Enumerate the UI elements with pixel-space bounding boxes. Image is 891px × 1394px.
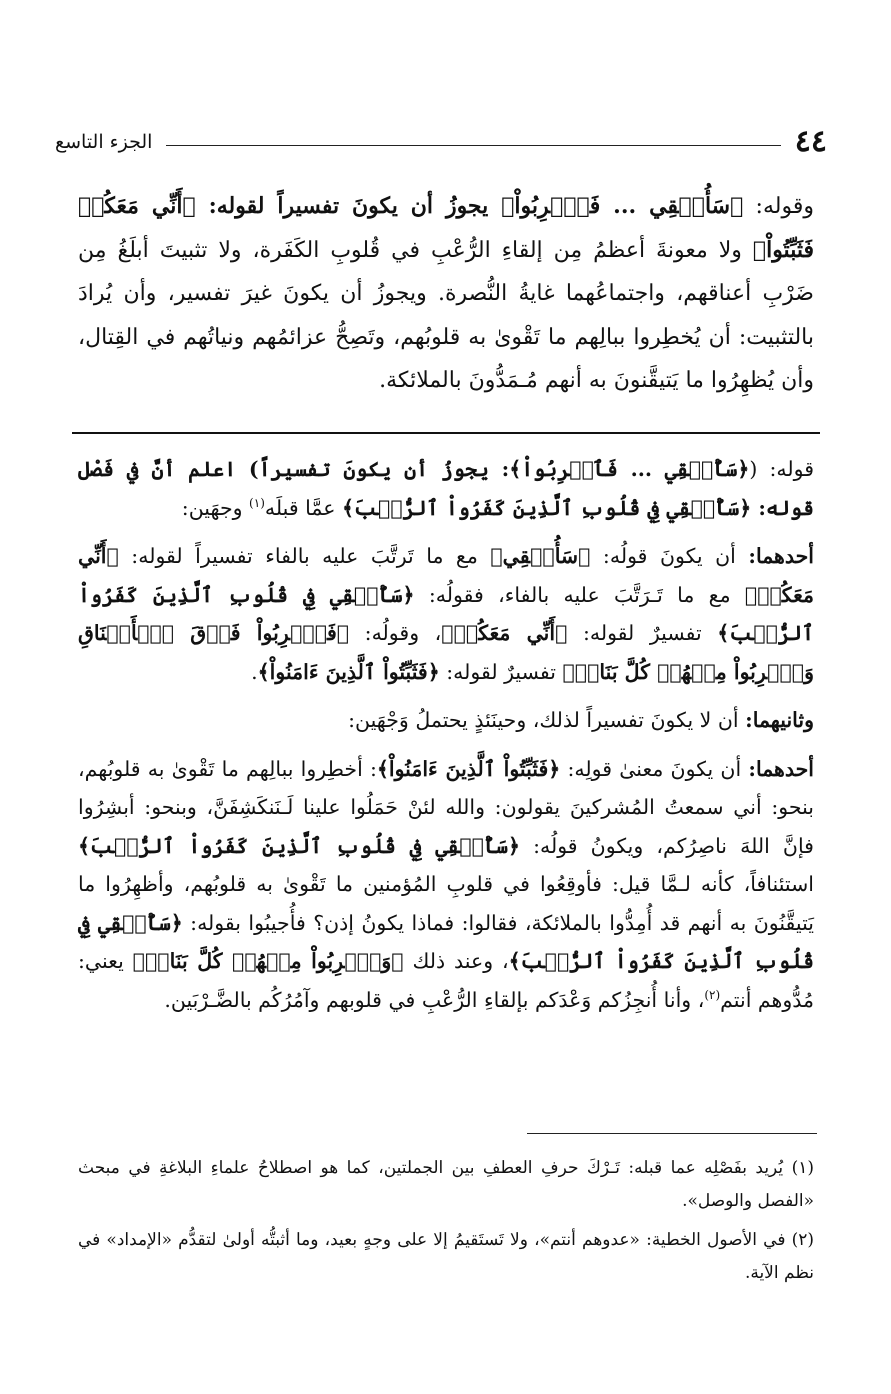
quran-verse: ﴿أَنِّي مَعَكُمۡ﴾: [78, 544, 814, 607]
quran-verse: ﴿فَثَبِّتُواْ ٱلَّذِينَ ءَامَنُواْ﴾: [376, 756, 561, 781]
main-text-run: ولا معونةَ أعظمُ مِن إلقاءِ الرُّعْبِ في قُلوبِ الكَفَرة، ولا تثبيتَ أبلَغُ مِن ضَرْبِ أعناقهم، واجتماعُهما غايةُ النُّصرة. ويجوزُ أن يكونَ غيرَ تفسير، وأن يُرادَ بالتثبيت: أن يُخطِروا ببالِهم ما تَقْوىٰ به قلوبُهم، وتَصِحُّ عزائمُهم ونياتُهم في القِتال، وأن يُظهِرُوا ما يَتيقَّنونَ به أنهم مُـمَدُّونَ بالملائكة.: [78, 237, 814, 393]
commentary-text: أن يكونَ معنىٰ قولِه:: [560, 756, 749, 781]
quran-verse: ﴿فَٱضۡرِبُواْ فَوۡقَ ٱلۡأَعۡنَاقِ وَٱضۡرِبُواْ مِنۡهُمۡ كُلَّ بَنَانٖ﴾: [78, 621, 814, 684]
commentary-text: أن يكونَ قولُه:: [590, 544, 749, 568]
quran-verse: ﴿سَأُلۡقِي ... فَٱضۡرِبُواْ﴾: [509, 457, 750, 481]
footnote-rule: [527, 1133, 817, 1134]
commentary-text: قوله: (: [749, 457, 814, 481]
commentary-text: أن لا يكونَ تفسيراً لذلك، وحينَئذٍ يحتملُ وَجْهَين:: [348, 708, 746, 732]
commentary-text: .: [251, 659, 258, 684]
quran-verse: ﴿سَأُلۡقِي فِي قُلُوبِ ٱلَّذِينَ كَفَرُواْ ٱلرُّعۡبَ﴾: [78, 833, 520, 858]
commentary-text: وجهَين:: [181, 495, 250, 520]
commentary-text: استئنافاً، كأنه لـمَّا قيل: فأوقِعُوا في قلوبِ المُؤمنين ما تَقْوىٰ به قلوبُهم، وأظهِرُوا ما يَتيقَّنُونَ به أنهم قد أُمِدُّوا بالملائكة، فقالوا: فماذا يكونُ إذن؟ فأُجيبُوا بقوله:: [78, 872, 815, 935]
quran-verse: ﴿سَأُلۡقِي ... فَٱضۡرِبُواْ﴾: [501, 193, 744, 219]
quran-verse: ﴿فَثَبِّتُواْ ٱلَّذِينَ ءَامَنُواْ﴾: [257, 659, 440, 684]
part-title: الجزء التاسع: [55, 131, 153, 153]
commentary-text: ، وقولُه:: [349, 621, 442, 645]
quran-verse: ﴿سَأُلۡقِي فِي قُلُوبِ ٱلَّذِينَ كَفَرُواْ ٱلرُّعۡبَ﴾: [78, 910, 815, 973]
paragraph-lead: وثانيهما:: [745, 708, 814, 732]
footnote-2: (٢) في الأصول الخطية: «عدوهم أنتم»، ولا تَستَقيمُ إلا على وجهٍ بعيد، وما أثبتُّه أولىٰ لتقدُّم «الإمداد» في نظم الآية.: [78, 1230, 814, 1283]
footnote-ref: (١): [249, 495, 265, 510]
commentary-text: : يجوزُ أن يكونَ تفسيراً) اعلم أنَّ في فَصْل قوله:: [78, 457, 814, 520]
quran-verse: ﴿سَأُلۡقِي﴾: [490, 544, 591, 568]
quran-verse: ﴿أَنِّي مَعَكُمۡ فَثَبِّتُواْ﴾: [78, 193, 814, 263]
paragraph-lead: أحدهما:: [748, 756, 814, 781]
header-rule: [166, 145, 780, 146]
commentary-text: مع ما تَـرَتَّبَ عليه بالفاء، فقولُه:: [414, 582, 745, 607]
quran-verse: ﴿سَأُلۡقِي فِي قُلُوبِ ٱلَّذِينَ كَفَرُواْ ٱلرُّعۡبَ﴾: [78, 582, 814, 645]
footnotes: [78, 1152, 814, 1290]
commentary-first-view: [78, 537, 814, 691]
commentary-text: ، وأنا أُنجِزُكم وَعْدَكم بإلقاءِ الرُّعْبِ في قلوبهم وآمُرُكُم بالضَّـرْبَين.: [164, 987, 705, 1012]
main-paragraph: [78, 185, 814, 403]
commentary: [78, 450, 814, 1019]
footnote-ref: (٢): [704, 987, 721, 1002]
main-text: [78, 185, 814, 403]
commentary-text: : أخطِروا ببالِهم ما تَقْوىٰ به قلوبُهم، بنحو: أني سمعتُ المُشركينَ يقولون: والله لئنْ حَمَلُوا علينا لَـنَنكَشِفَنَّ، وبنحو: أبشِرُوا فإنَّ اللهَ ناصِرُكم، ويكونُ قولُه:: [78, 756, 814, 858]
quran-verse: ﴿وَٱضۡرِبُواْ مِنۡهُمۡ كُلَّ بَنَانٖ﴾: [132, 949, 404, 973]
commentary-text: تفسيرٌ لقوله:: [439, 659, 563, 684]
commentary-text: تفسيرٌ لقوله:: [567, 621, 718, 645]
footnote-1: (١) يُريد بفَصْلِه عما قبله: تَـرْكَ حرفِ العطفِ بين الجملتين، كما هو اصطلاحُ علماءِ البلاغةِ في مبحث «الفصل والوصل».: [78, 1158, 814, 1211]
commentary-text: ، وعند ذلك: [403, 949, 509, 973]
commentary-text: يعني: مُدُّوهم أنتم: [78, 949, 814, 1012]
commentary-second-view: [78, 701, 814, 740]
paragraph-lead: أحدهما:: [748, 544, 814, 568]
section-divider: [72, 432, 820, 434]
quran-verse: ﴿أَنِّي مَعَكُمۡ﴾: [441, 621, 568, 645]
commentary-intro: [78, 450, 814, 527]
main-text-run: وقوله:: [743, 194, 814, 219]
quran-verse: ﴿سَأُلۡقِي فِي قُلُوبِ ٱلَّذِينَ كَفَرُواْ ٱلرُّعۡبَ﴾: [342, 495, 752, 520]
running-header: [55, 122, 827, 162]
commentary-sub-view: [78, 750, 814, 1020]
page-number: ٤٤: [794, 124, 827, 159]
commentary-text: مع ما تَرتَّبَ عليه بالفاء تفسيراً لقوله:: [118, 544, 491, 568]
commentary-text: عمَّا قبلَه: [264, 495, 343, 520]
main-text-run: يجوزُ أن يكونَ تفسيراً لقوله:: [195, 193, 502, 219]
